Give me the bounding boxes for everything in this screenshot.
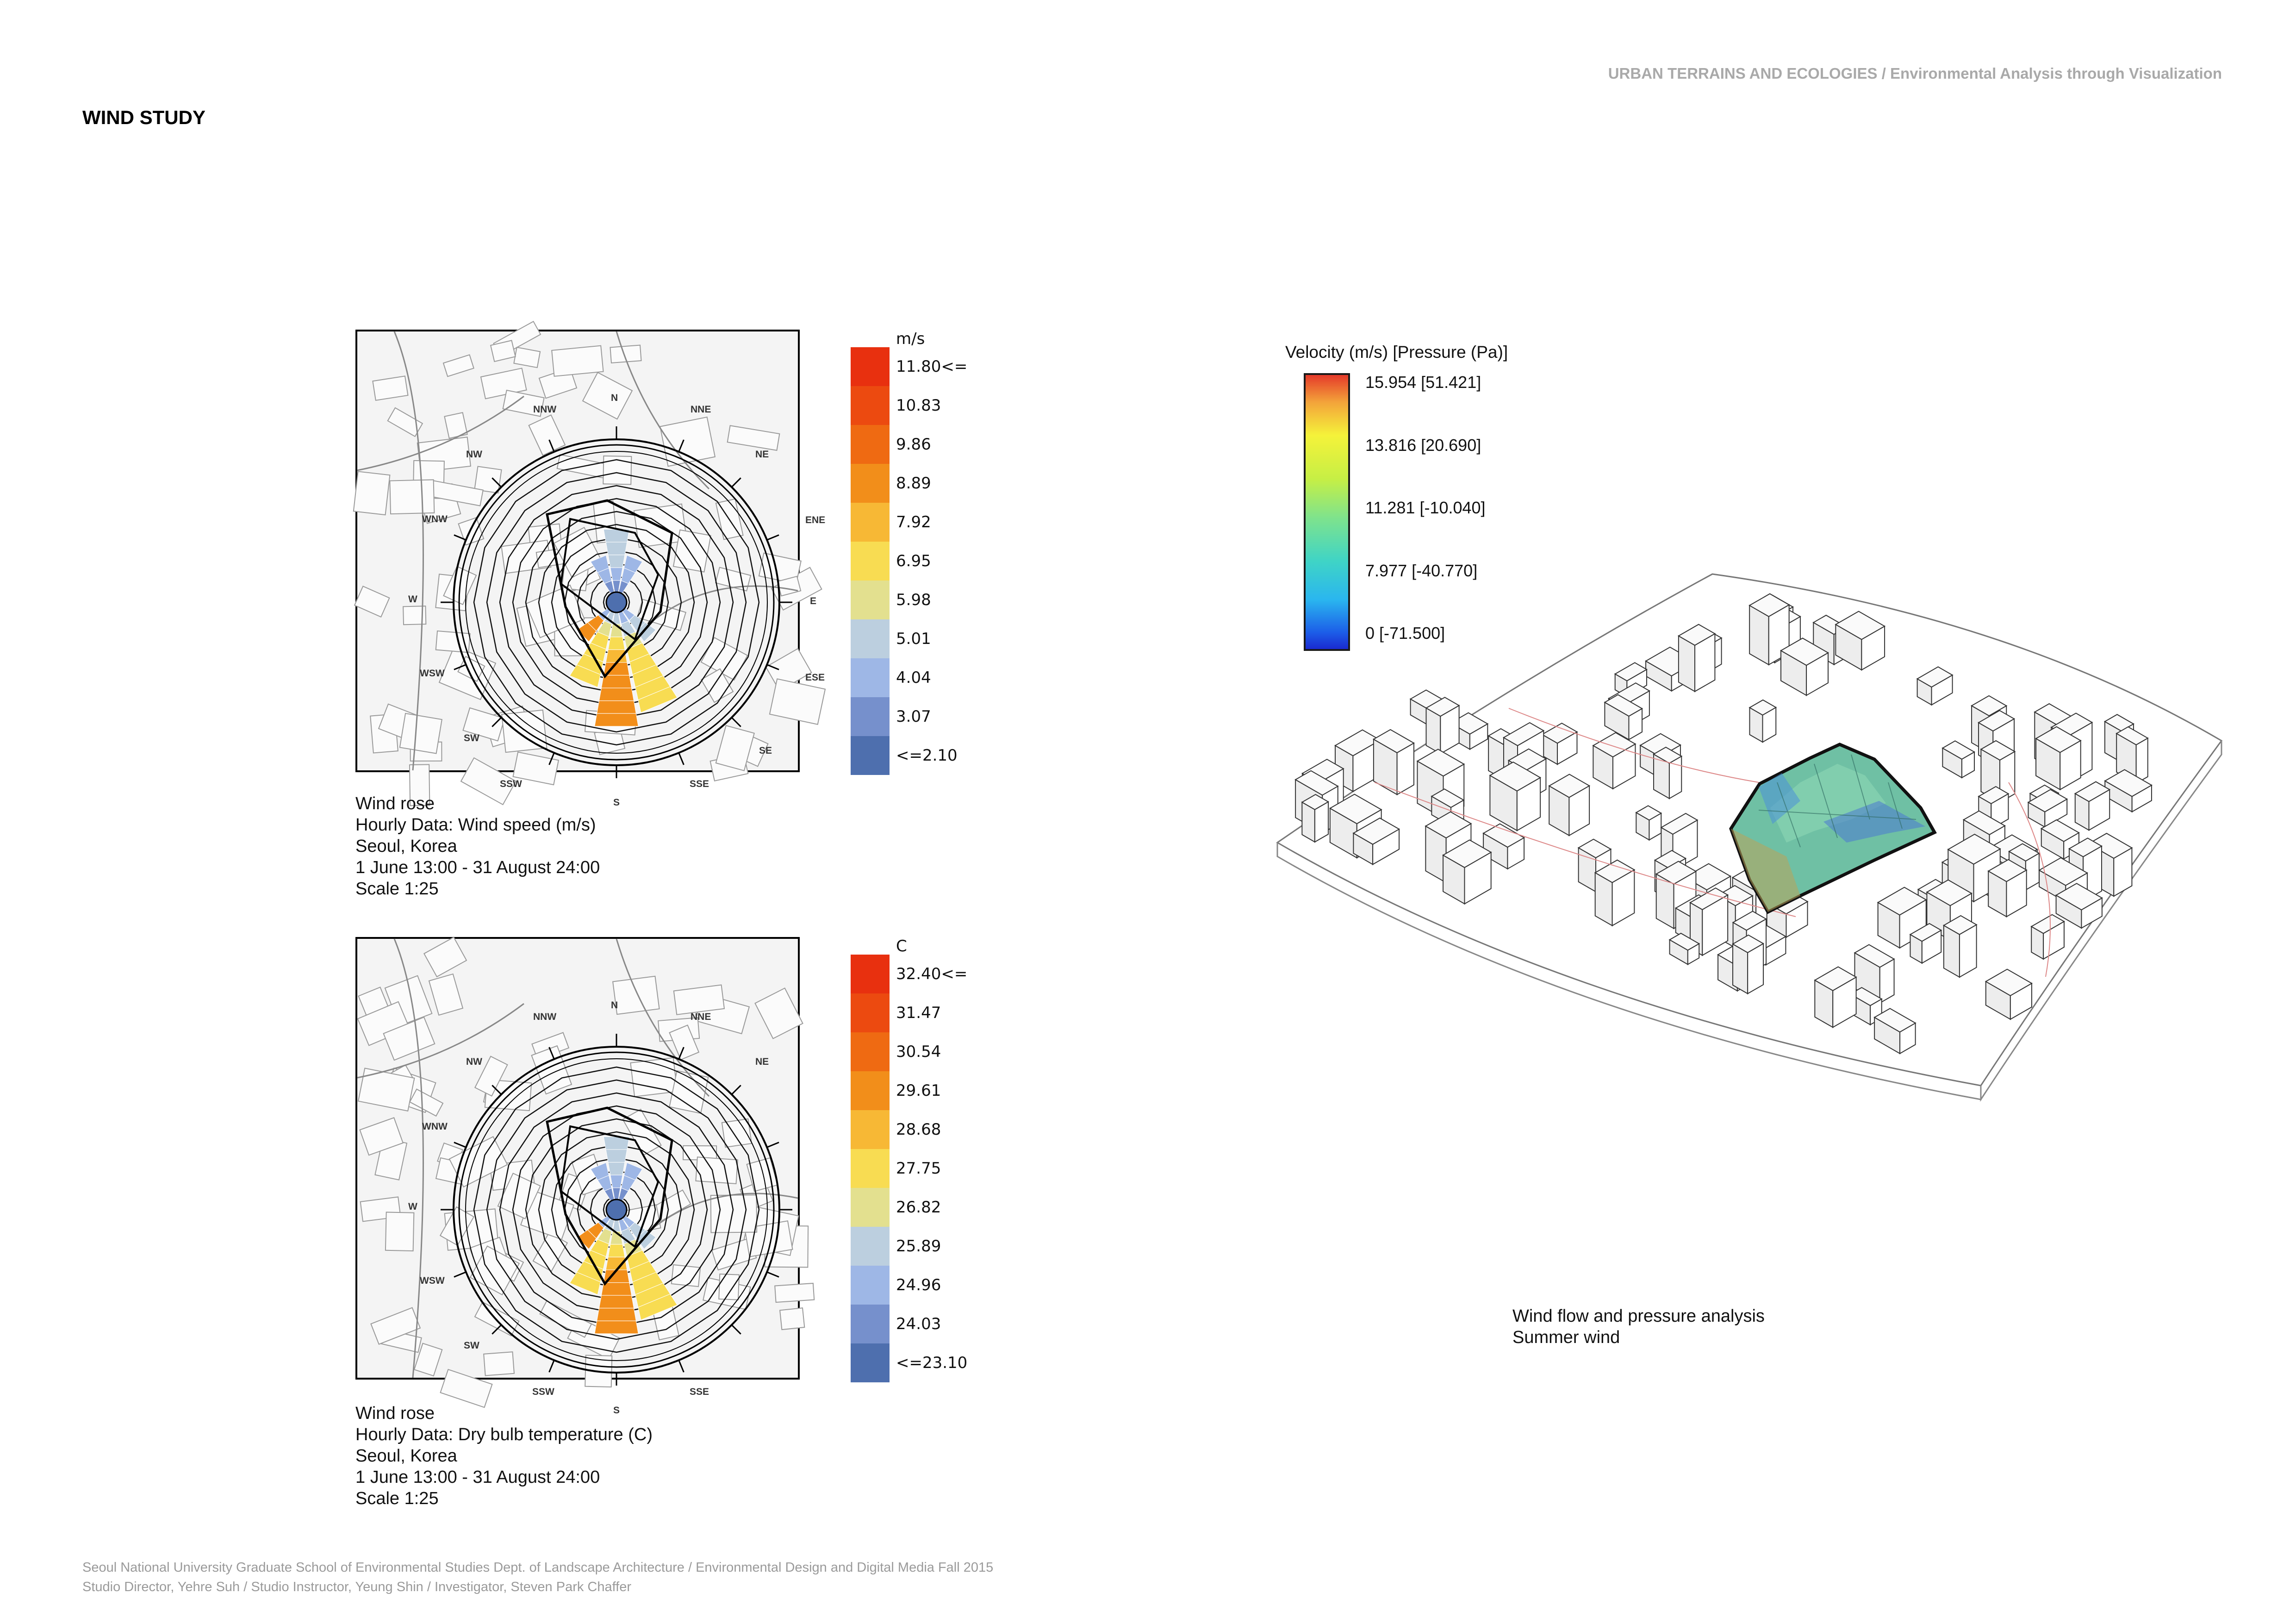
building-footprint	[728, 425, 780, 450]
legend-label: <=2.10	[896, 746, 958, 765]
compass-label: NW	[466, 449, 482, 460]
rose-petal-segment	[601, 675, 631, 688]
legend-swatch	[851, 503, 890, 542]
rose-tick	[679, 1360, 684, 1372]
building-footprint	[552, 346, 603, 376]
dir-label-ssw: SSW	[532, 1387, 554, 1397]
building-footprint	[775, 1283, 814, 1302]
velocity-ramp-title: Velocity (m/s) [Pressure (Pa)]	[1285, 343, 1508, 362]
legend-swatch	[851, 658, 890, 697]
building-footprint	[673, 530, 711, 572]
legend-label: 7.92	[896, 513, 931, 531]
series-title: URBAN TERRAINS AND ECOLOGIES / Environmental Analysis through Visualization	[1608, 65, 2222, 82]
compass-label: WSW	[420, 1275, 445, 1286]
rose-tick	[679, 753, 684, 765]
dir-label-sse: SSE	[690, 1387, 709, 1397]
building-footprint	[696, 1157, 738, 1184]
legend-swatch	[851, 993, 890, 1032]
legend-label: 4.04	[896, 668, 931, 687]
rose-petal-segment	[595, 1321, 638, 1334]
building-footprint	[424, 937, 467, 977]
rose-tick	[454, 1272, 466, 1277]
building-footprint	[390, 480, 434, 514]
wind-speed-rose-panel	[355, 330, 800, 772]
building-footprint	[514, 347, 540, 368]
rose-petal-segment	[597, 1308, 636, 1321]
legend-swatch	[851, 1305, 890, 1343]
legend-swatch	[851, 464, 890, 503]
ramp-label-min: 0 [-71.500]	[1365, 624, 1445, 643]
building-block	[2136, 738, 2148, 783]
legend-label: 6.95	[896, 552, 931, 570]
ramp-label-mid: 11.281 [-10.040]	[1365, 498, 1486, 517]
rose-tick	[732, 1325, 741, 1334]
compass-label: N	[611, 1000, 618, 1011]
page-title: WIND STUDY	[82, 106, 205, 128]
compass-label: WNW	[422, 514, 448, 525]
dir-label-se: SE	[759, 745, 772, 756]
legend-label: 5.01	[896, 630, 931, 648]
building-footprint	[719, 1274, 739, 1300]
street-map-background	[357, 937, 814, 1408]
dir-label-ene: ENE	[805, 515, 826, 525]
wind-speed-rose-diagram	[357, 331, 798, 770]
caption-line: Wind rose	[355, 1404, 435, 1423]
legend-label: <=23.10	[896, 1354, 968, 1372]
street-map-background	[354, 321, 825, 806]
legend-label: 28.68	[896, 1120, 941, 1139]
building-footprint	[660, 417, 715, 466]
temperature-rose-panel	[355, 937, 800, 1380]
legend-swatch	[851, 619, 890, 658]
dir-label-s: S	[613, 797, 620, 808]
legend-swatch	[851, 425, 890, 464]
legend-label: 27.75	[896, 1159, 941, 1178]
footer-institution: Seoul National University Graduate School of Environmental Studies Dept. of Landscape Architecture / Environmental Design and Digital Media Fall 2015	[82, 1560, 994, 1575]
legend-swatch	[851, 736, 890, 775]
legend-label: 8.89	[896, 474, 931, 493]
legend-label: 25.89	[896, 1237, 941, 1255]
legend-swatch	[851, 697, 890, 736]
rose-tick	[767, 535, 779, 540]
building-footprint	[354, 471, 390, 515]
ramp-label-high: 13.816 [20.690]	[1365, 436, 1481, 455]
legend-unit: m/s	[896, 330, 925, 348]
rose-tick	[732, 478, 741, 487]
legend-label: 32.40<=	[896, 965, 968, 983]
legend-label: 24.03	[896, 1315, 941, 1333]
caption-line: Wind rose	[355, 794, 435, 813]
rose-petal-segment	[608, 1244, 625, 1257]
compass-label: W	[408, 1201, 417, 1212]
wind-speed-legend	[851, 330, 1036, 774]
building-footprint	[613, 976, 659, 1014]
legend-swatch	[851, 581, 890, 619]
flow-analysis-caption	[1512, 1305, 1765, 1348]
rose-petal-segment	[606, 542, 627, 555]
caption-line: Wind flow and pressure analysis	[1512, 1306, 1765, 1326]
caption-line: Scale 1:25	[355, 1489, 439, 1508]
caption-line: Summer wind	[1512, 1328, 1620, 1347]
rose-petal-segment	[595, 713, 638, 726]
rose-petal-segment	[608, 637, 625, 650]
caption-line: Scale 1:25	[355, 879, 439, 899]
legend-label: 10.83	[896, 396, 941, 415]
compass-label: NE	[755, 449, 769, 460]
legend-swatch	[851, 955, 890, 993]
building-footprint	[484, 1352, 514, 1375]
rose-tick	[767, 1272, 779, 1277]
legend-swatch	[851, 1188, 890, 1227]
caption-line: 1 June 13:00 - 31 August 24:00	[355, 858, 600, 877]
caption-line: 1 June 13:00 - 31 August 24:00	[355, 1468, 600, 1487]
wind-speed-rose-east-labels	[759, 514, 833, 782]
caption-line: Seoul, Korea	[355, 1446, 457, 1466]
compass-label: SW	[464, 733, 479, 743]
caption-line: Seoul, Korea	[355, 837, 457, 856]
rose-tick	[732, 718, 741, 727]
rose-center	[606, 592, 627, 612]
building-footprint	[429, 974, 463, 1015]
legend-swatch	[851, 1266, 890, 1305]
rose-petal-segment	[606, 650, 627, 662]
caption-line: Hourly Data: Wind speed (m/s)	[355, 815, 596, 835]
compass-label: W	[408, 594, 417, 605]
building-footprint	[780, 1308, 804, 1330]
building-footprint	[373, 376, 408, 400]
legend-label: 30.54	[896, 1043, 941, 1061]
legend-unit: C	[896, 937, 907, 956]
legend-swatch	[851, 1110, 890, 1149]
legend-swatch	[851, 1227, 890, 1266]
rose-petal-segment	[608, 1162, 625, 1175]
dir-label-s: S	[613, 1405, 620, 1416]
compass-label: WNW	[422, 1121, 448, 1132]
dir-label-ssw: SSW	[500, 779, 522, 789]
building-footprint	[386, 1212, 414, 1251]
rose-petal-segment	[608, 555, 625, 568]
ramp-label-low: 7.977 [-40.770]	[1365, 561, 1478, 580]
legend-label: 3.07	[896, 707, 931, 726]
compass-label: NNW	[533, 404, 557, 415]
legend-label: 11.80<=	[896, 357, 968, 376]
temperature-rose-diagram	[357, 939, 798, 1378]
building-footprint	[436, 631, 470, 652]
legend-label: 26.82	[896, 1198, 941, 1217]
building-footprint	[355, 586, 389, 617]
legend-swatch	[851, 1071, 890, 1110]
rose-petal-segment	[610, 568, 622, 581]
legend-swatch	[851, 1032, 890, 1071]
wind-speed-rose-caption	[355, 793, 600, 899]
legend-label: 31.47	[896, 1004, 941, 1022]
legend-swatch	[851, 1149, 890, 1188]
legend-swatch	[851, 347, 890, 386]
building-footprint	[716, 725, 754, 770]
rose-tick	[454, 1143, 466, 1148]
temperature-legend	[851, 937, 1036, 1381]
building-footprint	[755, 988, 803, 1038]
legend-label: 24.96	[896, 1276, 941, 1294]
rose-tick	[767, 1143, 779, 1148]
dir-label-sse: SSE	[690, 779, 709, 789]
legend-swatch	[851, 386, 890, 425]
legend-label: 5.98	[896, 591, 931, 609]
rose-tick	[549, 1360, 554, 1372]
ramp-label-max: 15.954 [51.421]	[1365, 373, 1481, 392]
building-footprint	[583, 373, 632, 419]
legend-swatch	[851, 1343, 890, 1382]
rose-center	[606, 1199, 627, 1220]
building-footprint	[672, 1265, 701, 1287]
compass-label: NNE	[691, 1012, 711, 1022]
compass-label: NE	[755, 1056, 769, 1067]
compass-label: NNW	[533, 1012, 557, 1022]
rose-petal-segment	[599, 1295, 634, 1308]
rose-petal-segment	[606, 1257, 627, 1270]
footer-credits: Studio Director, Yehre Suh / Studio Instructor, Yeung Shin / Investigator, Steven Park Chaffer	[82, 1580, 631, 1594]
rose-petal-segment	[610, 1175, 622, 1188]
building-footprint	[711, 1195, 757, 1232]
caption-line: Hourly Data: Dry bulb temperature (C)	[355, 1425, 653, 1444]
temperature-rose-caption	[355, 1403, 653, 1509]
dir-label-e: E	[810, 596, 817, 606]
legend-label: 29.61	[896, 1081, 941, 1100]
dir-label-ese: ESE	[805, 672, 825, 683]
compass-label: NNE	[691, 404, 711, 415]
rose-petal-segment	[597, 701, 636, 714]
legend-swatch	[851, 542, 890, 581]
rose-petal-segment	[606, 1149, 627, 1162]
rose-petal-segment	[599, 688, 634, 701]
compass-label: SW	[464, 1340, 479, 1351]
building-footprint	[400, 713, 442, 754]
compass-label: N	[611, 393, 618, 403]
urban-block-axonometric	[1268, 523, 2240, 1106]
rose-tick	[732, 1085, 741, 1094]
compass-label: NW	[466, 1056, 482, 1067]
rose-petal-segment	[601, 1283, 631, 1296]
building-footprint	[443, 355, 474, 376]
legend-label: 9.86	[896, 435, 931, 454]
compass-label: WSW	[420, 668, 445, 679]
